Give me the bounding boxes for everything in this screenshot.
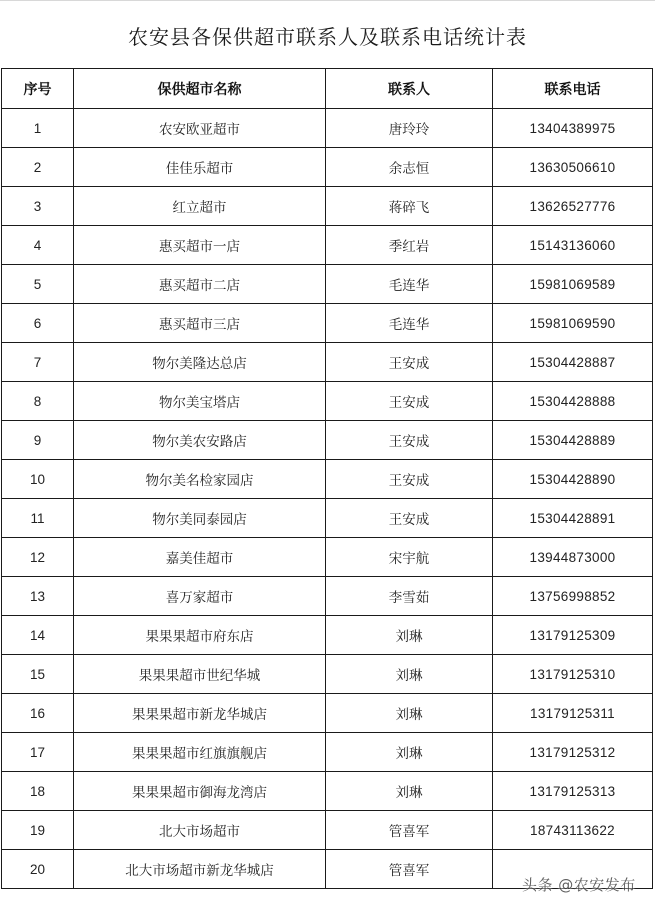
table-row [2,265,653,304]
cell-serial-number: 2 [2,148,74,187]
cell-supermarket-name: 物尔美隆达总店 [74,343,326,382]
cell-supermarket-name: 果果果超市红旗旗舰店 [74,733,326,772]
table-row [2,304,653,343]
cell-supermarket-name: 喜万家超市 [74,577,326,616]
table-row [2,499,653,538]
table-row [2,109,653,148]
cell-serial-number: 16 [2,694,74,733]
table-row [2,655,653,694]
cell-contact-person: 余志恒 [326,148,493,187]
table-row [2,382,653,421]
cell-contact-phone: 15304428887 [493,343,653,382]
cell-supermarket-name: 惠买超市二店 [74,265,326,304]
cell-serial-number: 17 [2,733,74,772]
cell-contact-phone: 13179125311 [493,694,653,733]
cell-contact-phone: 15143136060 [493,226,653,265]
table-row [2,460,653,499]
cell-contact-phone: 15981069590 [493,304,653,343]
cell-serial-number: 4 [2,226,74,265]
cell-supermarket-name: 物尔美名检家园店 [74,460,326,499]
header-contact-phone: 联系电话 [493,69,653,109]
cell-contact-person: 毛连华 [326,304,493,343]
header-contact-person: 联系人 [326,69,493,109]
cell-contact-phone: 18743113622 [493,811,653,850]
cell-serial-number: 3 [2,187,74,226]
header-serial-number: 序号 [2,69,74,109]
cell-serial-number: 5 [2,265,74,304]
cell-serial-number: 13 [2,577,74,616]
cell-serial-number: 1 [2,109,74,148]
cell-supermarket-name: 物尔美同泰园店 [74,499,326,538]
cell-serial-number: 12 [2,538,74,577]
table-row [2,226,653,265]
cell-serial-number: 9 [2,421,74,460]
cell-supermarket-name: 北大市场超市 [74,811,326,850]
cell-serial-number: 14 [2,616,74,655]
document-title: 农安县各保供超市联系人及联系电话统计表 [0,0,655,68]
cell-contact-phone: 15304428890 [493,460,653,499]
cell-contact-person: 王安成 [326,499,493,538]
supermarket-contact-table [1,68,653,889]
cell-supermarket-name: 果果果超市新龙华城店 [74,694,326,733]
table-row [2,811,653,850]
cell-serial-number: 8 [2,382,74,421]
table-row [2,187,653,226]
cell-contact-person: 管喜军 [326,850,493,889]
cell-supermarket-name: 果果果超市御海龙湾店 [74,772,326,811]
cell-supermarket-name: 农安欧亚超市 [74,109,326,148]
cell-contact-person: 王安成 [326,343,493,382]
cell-contact-person: 王安成 [326,421,493,460]
cell-contact-person: 刘琳 [326,655,493,694]
cell-contact-phone: 15304428891 [493,499,653,538]
cell-contact-phone: 15304428888 [493,382,653,421]
cell-supermarket-name: 果果果超市世纪华城 [74,655,326,694]
cell-supermarket-name: 红立超市 [74,187,326,226]
cell-contact-person: 王安成 [326,460,493,499]
cell-supermarket-name: 嘉美佳超市 [74,538,326,577]
cell-contact-phone: 13404389975 [493,109,653,148]
table-row [2,421,653,460]
cell-serial-number: 7 [2,343,74,382]
cell-supermarket-name: 北大市场超市新龙华城店 [74,850,326,889]
cell-contact-person: 刘琳 [326,733,493,772]
table-row [2,538,653,577]
table-row [2,343,653,382]
header-supermarket-name: 保供超市名称 [74,69,326,109]
cell-supermarket-name: 果果果超市府东店 [74,616,326,655]
cell-supermarket-name: 惠买超市一店 [74,226,326,265]
cell-serial-number: 11 [2,499,74,538]
table-row [2,148,653,187]
cell-contact-person: 管喜军 [326,811,493,850]
cell-contact-phone: 13179125309 [493,616,653,655]
cell-serial-number: 10 [2,460,74,499]
cell-supermarket-name: 佳佳乐超市 [74,148,326,187]
table-row [2,772,653,811]
cell-contact-phone: 13626527776 [493,187,653,226]
cell-serial-number: 19 [2,811,74,850]
cell-serial-number: 6 [2,304,74,343]
cell-contact-person: 毛连华 [326,265,493,304]
cell-serial-number: 20 [2,850,74,889]
cell-contact-person: 宋宇航 [326,538,493,577]
cell-contact-phone: 13944873000 [493,538,653,577]
cell-contact-person: 刘琳 [326,694,493,733]
cell-contact-phone: 13179125312 [493,733,653,772]
cell-contact-person: 唐玲玲 [326,109,493,148]
table-header-row [2,69,653,109]
cell-contact-phone: 13179125310 [493,655,653,694]
cell-contact-person: 李雪茹 [326,577,493,616]
cell-contact-phone: 13179125313 [493,772,653,811]
table-row [2,694,653,733]
cell-supermarket-name: 物尔美农安路店 [74,421,326,460]
cell-serial-number: 15 [2,655,74,694]
cell-contact-phone: 15981069589 [493,265,653,304]
source-watermark: 头条 @农安发布 [522,876,636,894]
cell-serial-number: 18 [2,772,74,811]
cell-supermarket-name: 物尔美宝塔店 [74,382,326,421]
cell-contact-person: 蒋碎飞 [326,187,493,226]
cell-contact-person: 王安成 [326,382,493,421]
cell-contact-phone: 13756998852 [493,577,653,616]
cell-contact-phone: 13630506610 [493,148,653,187]
table-row [2,616,653,655]
table-row [2,577,653,616]
table-row [2,733,653,772]
cell-contact-person: 刘琳 [326,616,493,655]
cell-supermarket-name: 惠买超市三店 [74,304,326,343]
cell-contact-person: 刘琳 [326,772,493,811]
cell-contact-phone: 15304428889 [493,421,653,460]
cell-contact-person: 季红岩 [326,226,493,265]
